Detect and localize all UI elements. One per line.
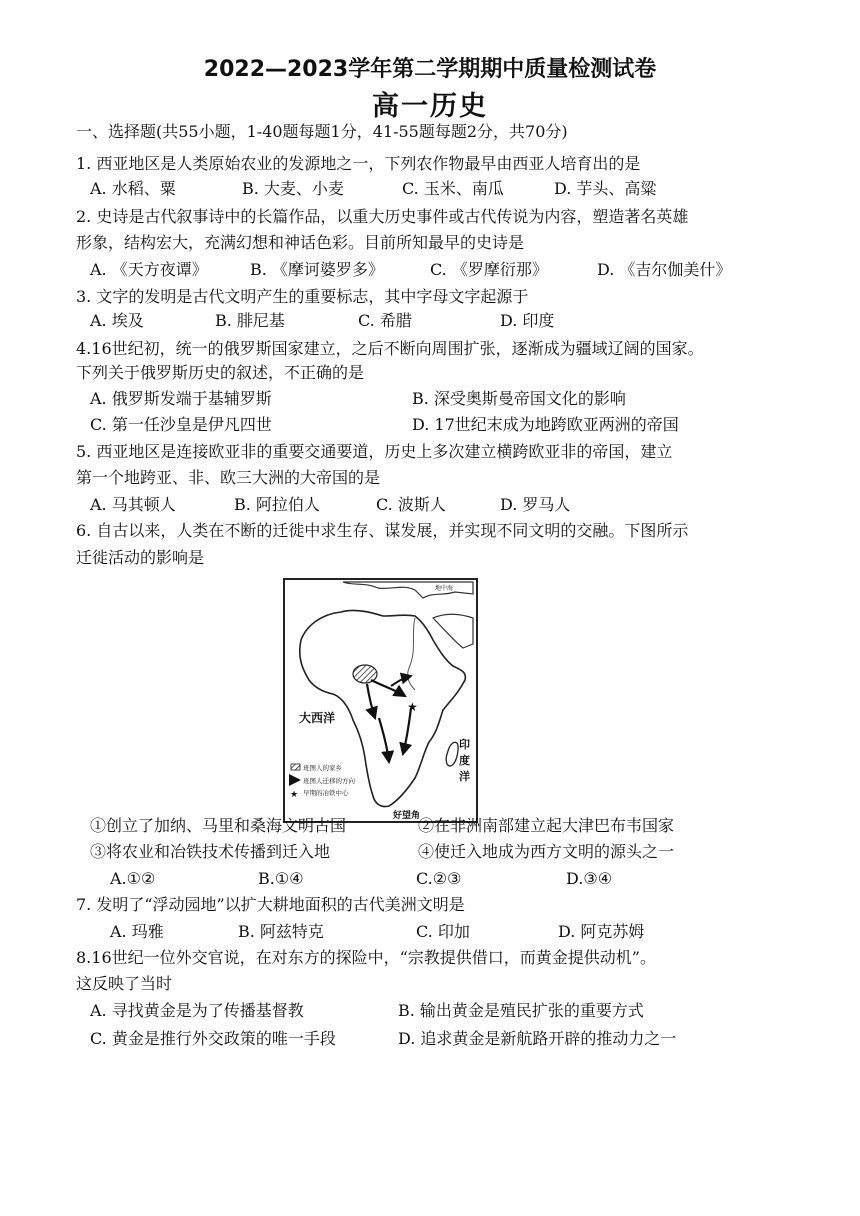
q2-option-d: D. 《吉尔伽美什》	[597, 260, 732, 279]
africa-migration-map	[283, 578, 478, 823]
question-6-stem: 6. 自古以来，人类在不断的迁徙中求生存、谋发展，并实现不同文明的交融。下图所示	[76, 521, 689, 540]
q4-option-b: B. 深受奥斯曼帝国文化的影响	[412, 389, 626, 408]
section-heading: 一、选择题(共55小题，1-40题每题1分，41-55题每题2分，共70分)	[76, 122, 568, 141]
q6-statement-2: ②在非洲南部建立起大津巴布韦国家	[418, 816, 675, 835]
question-4-stem: 4.16世纪初，统一的俄罗斯国家建立，之后不断向周围扩张，逐渐成为疆域辽阔的国家。	[76, 339, 704, 358]
map-label-indian-2: 度	[459, 754, 470, 767]
q3-option-c: C. 希腊	[358, 311, 412, 330]
q6-statement-3: ③将农业和冶铁技术传播到迁入地	[90, 842, 331, 861]
q3-option-d: D. 印度	[500, 311, 555, 330]
legend-migration: 班图人迁移的方向	[303, 777, 355, 785]
q7-option-b: B. 阿兹特克	[238, 922, 324, 941]
q3-option-b: B. 腓尼基	[215, 311, 285, 330]
question-2-stem: 2. 史诗是古代叙事诗中的长篇作品，以重大历史事件或古代传说为内容，塑造著名英雄	[76, 207, 689, 226]
svg-text:★: ★	[290, 790, 299, 800]
q6-statement-4: ④使迁入地成为西方文明的源头之一	[418, 842, 675, 861]
q4-option-a: A. 俄罗斯发端于基辅罗斯	[90, 389, 272, 408]
q8-option-d: D. 追求黄金是新航路开辟的推动力之一	[398, 1029, 677, 1048]
q4-option-d: D. 17世纪末成为地跨欧亚两洲的帝国	[412, 415, 679, 434]
q1-option-a: A. 水稻、粟	[90, 179, 176, 198]
exam-title: 2022—2023学年第二学期期中质量检测试卷	[203, 57, 657, 82]
iron-center-star: ★	[407, 700, 418, 714]
question-7-stem: 7. 发明了“浮动园地”以扩大耕地面积的古代美洲文明是	[76, 895, 465, 914]
map-label-atlantic: 大西洋	[299, 711, 336, 725]
subject-title: 高一历史	[372, 91, 488, 122]
q6-option-c: C.②③	[416, 869, 462, 888]
question-2-stem-cont: 形象，结构宏大，充满幻想和神话色彩。目前所知最早的史诗是	[76, 233, 525, 252]
map-label-indian-1: 印	[459, 738, 470, 751]
q5-option-d: D. 罗马人	[500, 495, 571, 514]
map-label-indian-3: 洋	[459, 770, 470, 783]
question-3-stem: 3. 文字的发明是古代文明产生的重要标志，其中字母文字起源于	[76, 287, 529, 306]
question-6-stem-cont: 迁徙活动的影响是	[76, 548, 205, 567]
q6-option-a: A.①②	[110, 869, 156, 888]
q7-option-c: C. 印加	[416, 922, 470, 941]
q2-option-b: B. 《摩诃婆罗多》	[250, 260, 384, 279]
q1-option-b: B. 大麦、小麦	[242, 179, 344, 198]
map-label-top: 地中海	[435, 585, 454, 592]
q8-option-a: A. 寻找黄金是为了传播基督教	[90, 1001, 304, 1020]
question-5-stem: 5. 西亚地区是连接欧亚非的重要交通要道，历史上多次建立横跨欧亚非的帝国，建立	[76, 442, 673, 461]
q8-option-c: C. 黄金是推行外交政策的唯一手段	[90, 1029, 336, 1048]
question-8-stem: 8.16世纪一位外交官说，在对东方的探险中，“宗教提供借口，而黄金提供动机”。	[76, 948, 656, 967]
q7-option-a: A. 玛雅	[110, 922, 164, 941]
q6-option-b: B.①④	[258, 869, 304, 888]
q5-option-b: B. 阿拉伯人	[234, 495, 320, 514]
q2-option-a: A. 《天方夜谭》	[90, 260, 208, 279]
q1-option-c: C. 玉米、南瓜	[402, 179, 504, 198]
legend-homeland: 班图人的家乡	[303, 764, 342, 772]
q8-option-b: B. 输出黄金是殖民扩张的重要方式	[398, 1001, 644, 1020]
question-1-stem: 1. 西亚地区是人类原始农业的发源地之一，下列农作物最早由西亚人培育出的是	[76, 154, 641, 173]
question-8-stem-cont: 这反映了当时	[76, 974, 173, 993]
q5-option-a: A. 马其顿人	[90, 495, 176, 514]
legend-iron-center: 早期的冶铁中心	[303, 789, 349, 797]
q4-option-c: C. 第一任沙皇是伊凡四世	[90, 415, 272, 434]
question-4-stem-cont: 下列关于俄罗斯历史的叙述，不正确的是	[76, 363, 365, 382]
q1-option-d: D. 芋头、高粱	[554, 179, 657, 198]
q2-option-c: C. 《罗摩衍那》	[430, 260, 548, 279]
q6-statement-1: ①创立了加纳、马里和桑海文明古国	[90, 816, 347, 835]
q5-option-c: C. 波斯人	[376, 495, 446, 514]
q6-option-d: D.③④	[566, 869, 613, 888]
question-5-stem-cont: 第一个地跨亚、非、欧三大洲的大帝国的是	[76, 468, 381, 487]
q3-option-a: A. 埃及	[90, 311, 144, 330]
q7-option-d: D. 阿克苏姆	[558, 922, 645, 941]
map-label-cape: 好望角	[393, 811, 421, 821]
